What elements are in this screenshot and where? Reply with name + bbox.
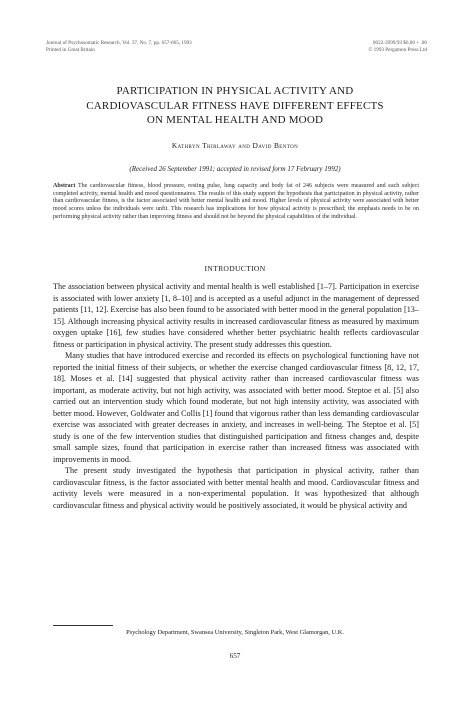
article-body [53, 281, 419, 511]
author-affiliation: Psychology Department, Swansea University, Singleton Park, West Glamorgan, U.K. [126, 629, 344, 636]
title-line-3: ON MENTAL HEALTH AND MOOD [146, 114, 324, 126]
abstract-label: Abstract [53, 183, 76, 189]
body-paragraph-1: The association between physical activity and mental health is well established [1–7]. Participation in exercise is associated with lower anxiety [1, 8–10] and is accepted as a useful adjunct in the management of depressed patients [11, 12]. Exercise has also been found to be associated with better mood in the general population [13–15]. Although increasing physical activity results in increased cardiovascular fitness as measured by maximum oxygen uptake [16], few studies have considered whether better psychiatric health reflects cardiovascular fitness or participation in physical activity. The present study addresses this question. [53, 282, 419, 349]
title-line-2: CARDIOVASCULAR FITNESS HAVE DIFFERENT EFFECTS [86, 99, 384, 112]
section-heading-introduction: INTRODUCTION [204, 264, 266, 273]
copyright-line: © 1993 Pergamon Press Ltd [368, 46, 427, 53]
body-paragraph-3: The present study investigated the hypothesis that participation in physical activity, rather than cardiovascular fitness, is the factor associated with better mental health and mood. Cardiovascular fitness and activity levels were measured in a non-experimental population. It was hypothesized that although cardiovascular fitness and physical activity would be positively associated, it would be physical activity and [53, 466, 419, 510]
journal-printed-in: Printed in Great Britain [46, 46, 95, 53]
issn-header [368, 40, 427, 54]
journal-header [46, 40, 192, 54]
author-names: Kathryn Thirlaway and David Benton [171, 141, 299, 150]
issn-price: 0022-3999/93 $6.00 + .00 [372, 40, 427, 46]
title-line-1: PARTICIPATION IN PHYSICAL ACTIVITY AND [116, 85, 354, 97]
footnote-divider [53, 625, 113, 626]
page-number: 657 [229, 652, 241, 660]
body-paragraph-2: Many studies that have introduced exercise and recorded its effects on psychological functioning have not reported the initial fitness of their subjects, or whether the exercise changed cardiovascular fitness [8, 12, 17, 18]. Moses et al. [14] suggested that physical activity rather than increased cardiovascular fitness was important, as moderate activity, but not high activity, was associated with better mood. Steptoe et al. [5] also carried out an intervention study which found moderate, but not high intensity activity, was associated with better mood. However, Goldwater and Collis [1] found that vigorous rather than less demanding cardiovascular exercise was associated with greater decreases in anxiety, and increases in well-being. The Steptoe et al. [5] study is one of the few intervention studies that distinguished participation and fitness changes and, despite small sample sizes, found that participation in exercise rather than increased fitness was associated with improvements in mood. [53, 351, 419, 464]
journal-citation: Journal of Psychosomatic Research, Vol. 37, No. 7, pp. 657-665, 1993 [46, 40, 192, 46]
abstract-text: The cardiovascular fitness, blood pressure, resting pulse, lung capacity and body fat of 246 subjects were measured and each subject completed activity, mental health and mood questionnaires. The results of this study support the hypothesis that participation in physical activity, rather than cardiovascular fitness, is the factor associated with better mental health and mood. Higher levels of physical activity were associated with better mood scores unless the individuals were unfit. This research has implications for how physical activity is prescribed; the emphasis needs to be on performing physical activity rather than improving fitness and should not be beyond the physical capabilities of the individual. [53, 183, 419, 220]
article-title [40, 84, 430, 128]
received-dates: (Received 26 September 1991; accepted in revised form 17 February 1992) [129, 165, 341, 173]
abstract [53, 183, 419, 222]
